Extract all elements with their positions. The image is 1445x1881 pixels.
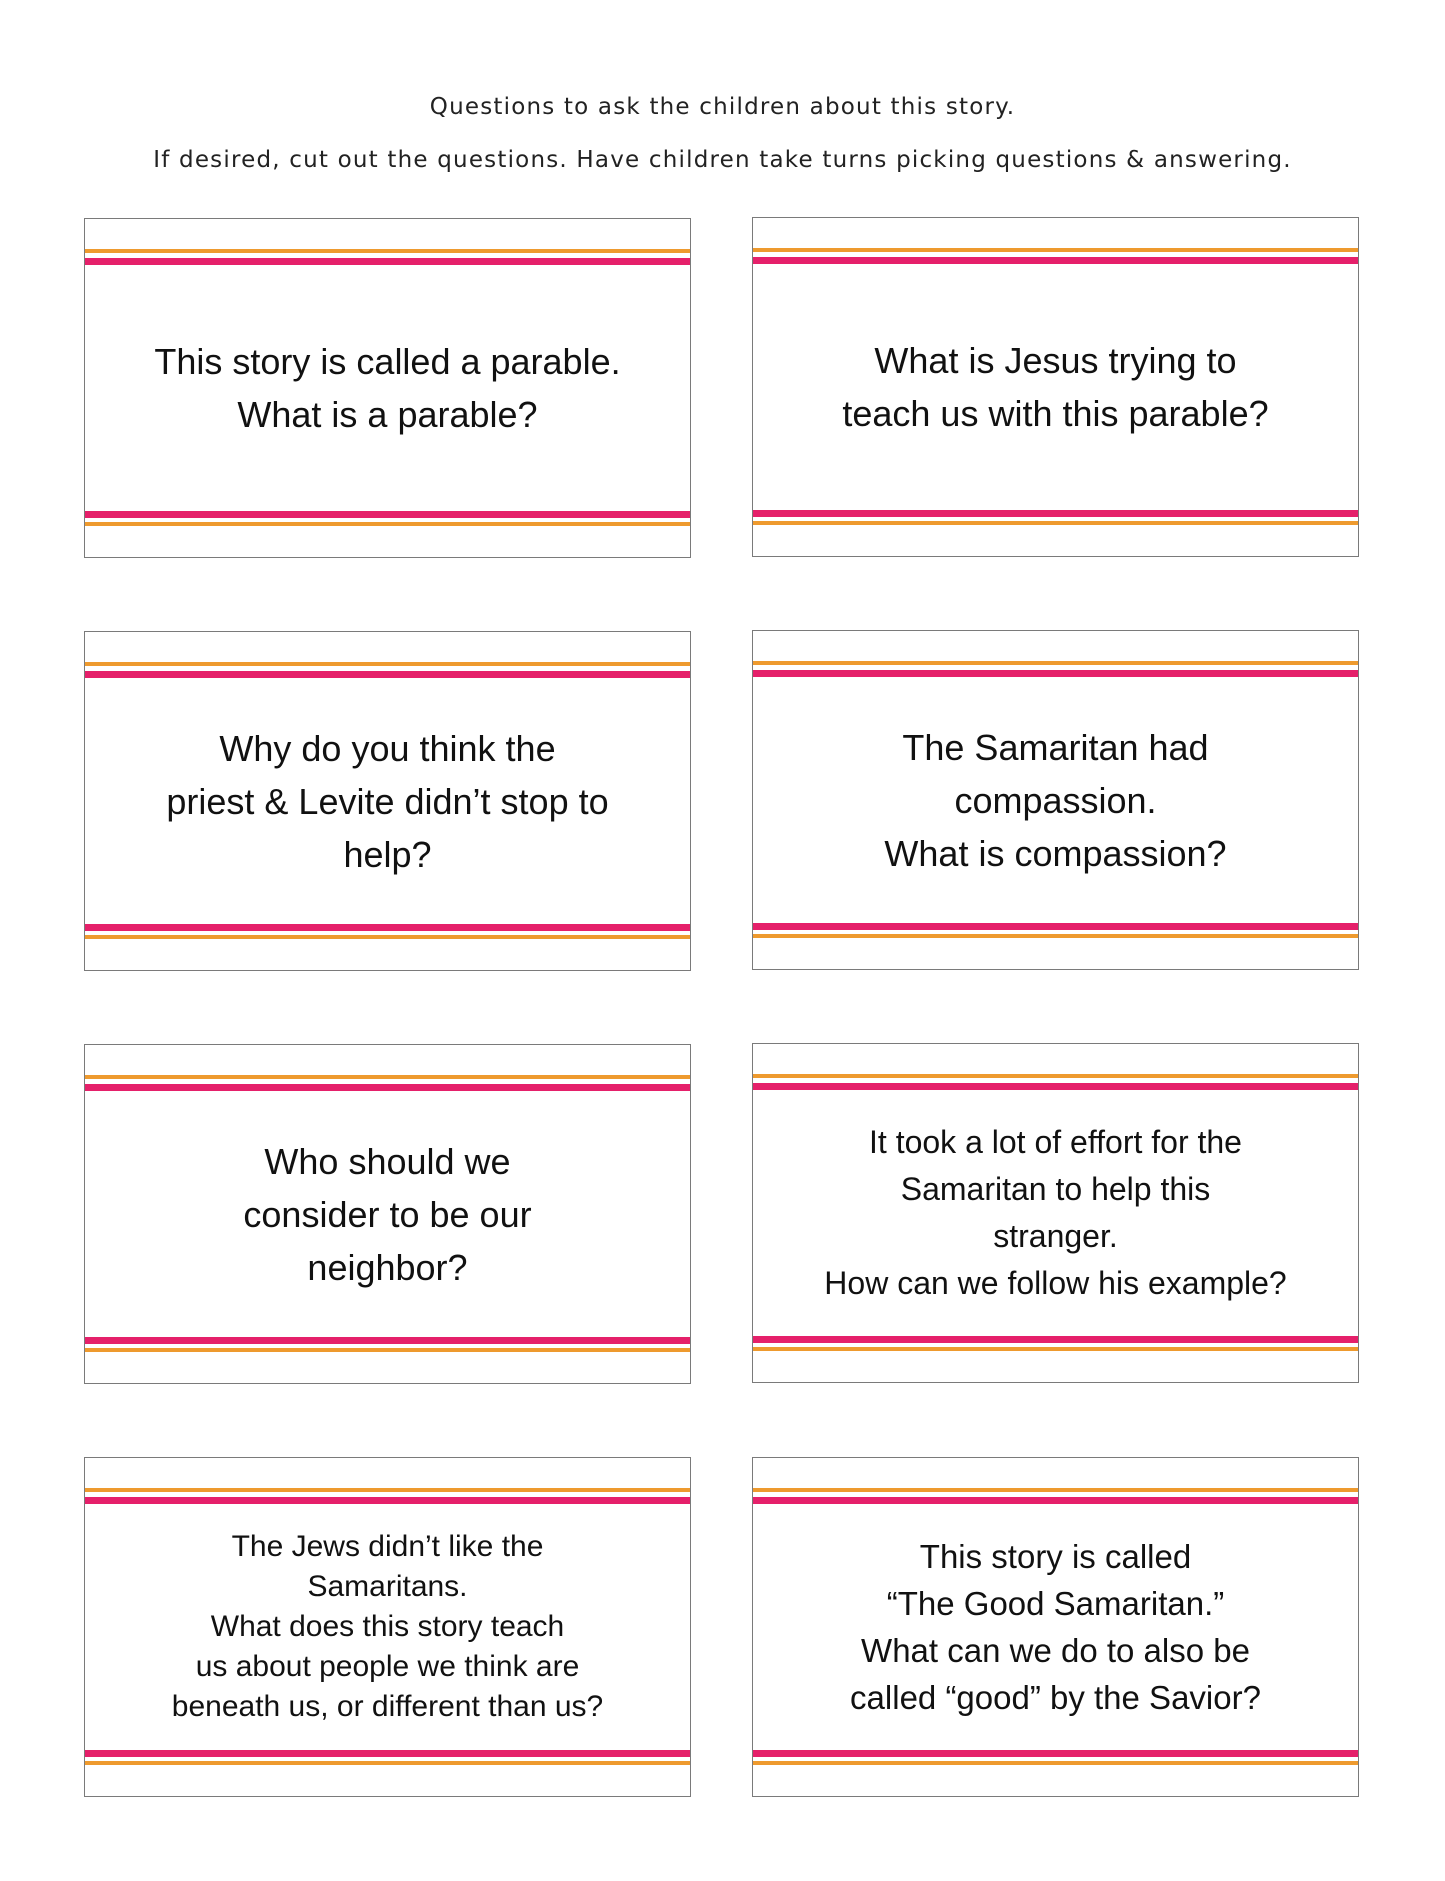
bottom-pink-stripe [753, 1750, 1358, 1757]
top-orange-stripe [753, 1488, 1358, 1492]
top-pink-stripe [753, 1497, 1358, 1504]
question-card-4 [752, 630, 1359, 970]
top-pink-stripe [753, 257, 1358, 264]
bottom-pink-stripe [753, 510, 1358, 517]
question-card-8 [752, 1457, 1359, 1797]
top-pink-stripe [85, 258, 690, 265]
question-text: Why do you think the priest & Levite didn’t stop to help? [166, 727, 609, 875]
bottom-orange-stripe [753, 521, 1358, 525]
question-card-3 [84, 631, 691, 971]
question-text: It took a lot of effort for the Samaritan to help this stranger. How can we follow his example? [824, 1124, 1287, 1301]
instructions-line-1: Questions to ask the children about this story. [429, 94, 1016, 120]
top-pink-stripe [85, 1497, 690, 1504]
question-card-1 [84, 218, 691, 558]
question-text: This story is called a parable. What is a parable? [154, 341, 621, 435]
bottom-pink-stripe [85, 1750, 690, 1757]
question-card-5 [84, 1044, 691, 1384]
question-card-7 [84, 1457, 691, 1797]
question-text: The Samaritan had compassion. What is compassion? [884, 726, 1227, 874]
top-orange-stripe [85, 249, 690, 253]
top-pink-stripe [85, 1084, 690, 1091]
top-orange-stripe [753, 1074, 1358, 1078]
question-text: The Jews didn’t like the Samaritans. What does this story teach us about people we think are beneath us, or different than us? [171, 1530, 604, 1723]
top-pink-stripe [85, 671, 690, 678]
top-orange-stripe [753, 661, 1358, 665]
top-pink-stripe [753, 1083, 1358, 1090]
top-orange-stripe [753, 248, 1358, 252]
top-orange-stripe [85, 1075, 690, 1079]
bottom-orange-stripe [753, 1761, 1358, 1765]
question-card-6 [752, 1043, 1359, 1383]
bottom-orange-stripe [85, 1348, 690, 1352]
question-card-2 [752, 217, 1359, 557]
question-text: Who should we consider to be our neighbor? [243, 1140, 532, 1288]
question-text: This story is called “The Good Samaritan.” What can we do to also be called “good” by the Savior? [850, 1538, 1261, 1716]
bottom-pink-stripe [753, 1336, 1358, 1343]
bottom-pink-stripe [85, 511, 690, 518]
top-orange-stripe [85, 1488, 690, 1492]
question-text: What is Jesus trying to teach us with this parable? [842, 340, 1269, 434]
bottom-pink-stripe [753, 923, 1358, 930]
bottom-orange-stripe [85, 522, 690, 526]
bottom-orange-stripe [85, 1761, 690, 1765]
top-pink-stripe [753, 670, 1358, 677]
instructions-line-2: If desired, cut out the questions. Have children take turns picking questions & answering. [153, 147, 1292, 173]
bottom-orange-stripe [85, 935, 690, 939]
bottom-pink-stripe [85, 1337, 690, 1344]
bottom-orange-stripe [753, 1347, 1358, 1351]
bottom-pink-stripe [85, 924, 690, 931]
bottom-orange-stripe [753, 934, 1358, 938]
top-orange-stripe [85, 662, 690, 666]
